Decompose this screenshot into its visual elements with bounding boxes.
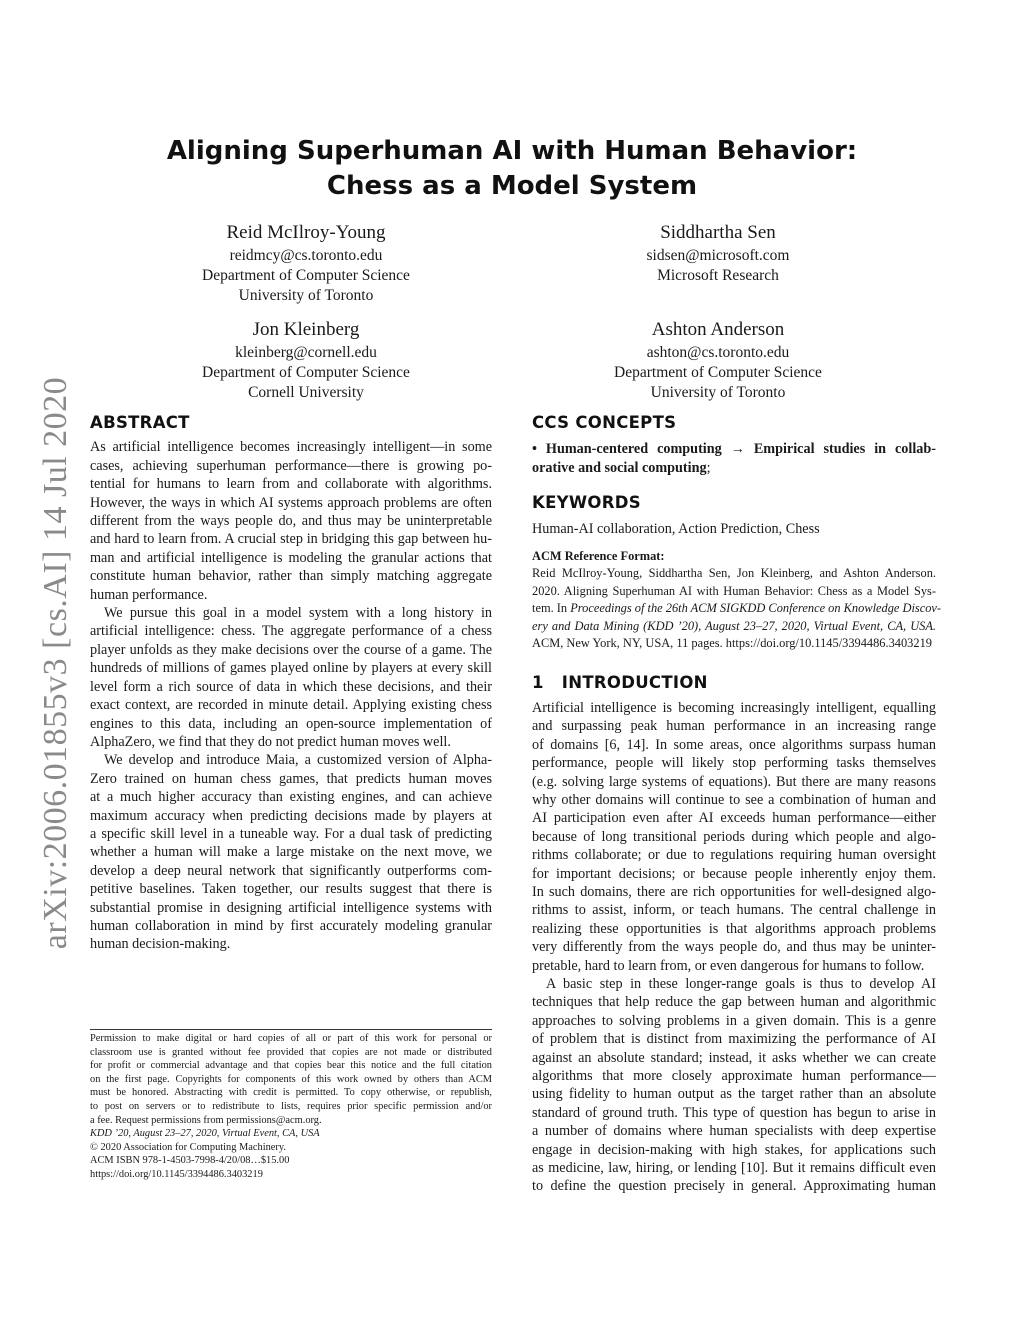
title-line-1: Aligning Superhuman AI with Human Behavior: [166,136,858,166]
permission-footnote [90,1029,492,1182]
text-line: A basic step in these longer-range goals is thus to develop AI [546,975,936,992]
text-line: level form a rich source of data in which these decisions, and their [90,678,492,695]
keywords-text: Human-AI collaboration, Action Prediction, Chess [532,520,820,537]
text-line: pretable, hard to learn from, or even dangerous for humans to follow. [532,957,925,974]
acm-ref-line: Reid McIlroy-Young, Siddhartha Sen, Jon Kleinberg, and Ashton Anderson. [532,566,936,581]
abstract-section [90,414,492,954]
author-dept: Department of Computer Science [202,267,410,284]
text-line: algorithms that more closely approximate human performance— [532,1068,936,1084]
author-email: reidmcy@cs.toronto.edu [229,247,383,264]
text-line: why other domains will continue to see a combination of human and [532,791,936,808]
text-line: using fidelity to human output as the target rather than an absolute [532,1086,936,1103]
ccs-heading: CCS CONCEPTS [532,413,677,432]
text-line: realizing these opportunities is that algorithms approach problems [532,920,936,937]
text-line: Zero trained on human chess games, that predicts human moves [90,770,492,787]
text-line: techniques that help reduce the gap between human and algorithmic [532,994,936,1011]
acm-ref-line: ery and Data Mining (KDD ’20), August 23–27, 2020, Virtual Event, CA, USA. [532,618,936,633]
text-line: because of long transitional periods during which people and algo- [532,828,936,845]
text-line: very differently from the ways people do, and thus may be uninter- [532,939,936,956]
footnote-copyright: © 2020 Association for Computing Machinery. [90,1141,286,1153]
text-line: to define the question precisely in general. Approximating human [532,1178,936,1195]
author-email: kleinberg@cornell.edu [235,344,377,361]
text-line: against an absolute standard; instead, it asks whether we can create [532,1049,936,1066]
text-line: of problem that is distinct from maximizing the performance of AI [532,1031,936,1048]
right-column [532,413,942,1196]
text-line: human collaboration in mind by first accurately modeling granular [90,917,492,934]
text-line: and surpassing peak human performance in an increasing range [532,718,936,735]
text-line: hundreds of millions of games played online by players at every skill [90,660,492,677]
author-block-1 [141,220,471,306]
footnote-line: to post on servers or to redistribute to lists, requires prior specific permission and/or [90,1100,492,1112]
footnote-line: must be honored. Abstracting with credit is permitted. To copy otherwise, or republish, [90,1087,492,1099]
text-line: at a much higher accuracy than existing engines, and can achieve [90,789,492,806]
author-block-2 [553,220,883,286]
text-line: for important decisions; or because people inherently enjoy them. [532,865,936,882]
acm-ref-line: 2020. Aligning Superhuman AI with Human Behavior: Chess as a Model Sys- [532,583,936,598]
text-line: performance, people will likely stop performing tasks themselves [532,755,936,772]
author-dept: Microsoft Research [657,267,779,284]
text-line: approaches to solving problems in a given domain. This is a genre [532,1012,936,1029]
section-title: INTRODUCTION [561,673,708,693]
text-line: a specific skill level in a tuneable way. For a dual task of predicting [90,825,492,842]
text-line: engines to this data, including an open-source implementation of [90,715,492,732]
text-line: of domains [6, 14]. In some areas, once algorithms surpass human [532,736,936,753]
text-line: petitive baselines. Taken together, our results suggest that there is [90,881,492,898]
footnote-doi: https://doi.org/10.1145/3394486.3403219 [90,1168,263,1180]
text-line: standard of ground truth. This type of question has begun to arise in [532,1104,936,1121]
text-line: rithms collaborate; or due to regulations requiring human oversight [532,847,936,864]
text-line: artificial intelligence: chess. The aggregate performance of a chess [90,623,492,640]
abstract-heading: ABSTRACT [90,413,190,432]
abstract-paragraph-2 [90,604,492,751]
intro-paragraph-1 [532,699,936,975]
text-line: substantial promise in designing artificial intelligence systems with [90,899,492,916]
footnote-rule [90,1029,492,1030]
text-line: AlphaZero, we find that they do not predict human moves well. [90,733,451,750]
acm-ref-line [532,600,942,617]
text-line: We develop and introduce Maia, a customized version of Alpha- [104,752,492,769]
text-line: player unfolds as they make decisions over the course of a game. The [90,641,492,658]
author-block-4 [553,317,883,403]
introduction-heading [532,674,936,692]
acm-ref-proceedings: Proceedings of the 26th ACM SIGKDD Conference on Knowledge Discov- [570,601,942,616]
text-line: develop a deep neural network that significantly outperforms com- [90,862,492,879]
author-block-3 [141,317,471,403]
text-line: human decision-making. [90,936,231,953]
footnote-line: on the first page. Copyrights for components of this work owned by others than ACM [90,1073,492,1085]
ccs-terminator: ; [706,459,711,476]
text-line: However, the ways in which AI systems approach problems are often [90,494,492,511]
text-line: engage in decision-making with high stakes, for applications such [532,1141,936,1158]
footnote-line: a fee. Request permissions from permissions@acm.org. [90,1114,322,1126]
acm-ref-line: ACM, New York, NY, USA, 11 pages. https://doi.org/10.1145/3394486.3403219 [532,636,932,651]
author-name: Reid McIlroy-Young [226,222,386,243]
text-line: and hard to learn from. A crucial step in bridging this gap between hu- [90,531,492,548]
author-dept: Department of Computer Science [202,364,410,381]
author-dept: Department of Computer Science [614,364,822,381]
author-email: ashton@cs.toronto.edu [646,344,790,361]
intro-paragraph-2 [532,975,936,1196]
text-line: constitute human behavior, rather than simply matching aggregate [90,568,492,585]
ccs-line: • Human-centered computing → Empirical studies in collab- [532,441,936,458]
footnote-venue: KDD ’20, August 23–27, 2020, Virtual Event, CA, USA [90,1128,320,1140]
footnote-line: classroom use is granted without fee provided that copies are not made or distributed [90,1046,492,1058]
text-line: different from the ways people do, and thus may be uninterpretable [90,513,492,530]
text-line: rithms to assist, inform, or teach humans. The central challenge in [532,902,936,919]
paper-title [0,134,1024,204]
section-number: 1 [532,673,544,693]
author-org: Cornell University [248,384,364,401]
text-line: cases, achieving superhuman performance—there is growing po- [90,457,492,474]
acm-ref-text: tem. In [532,601,571,616]
text-line: We pursue this goal in a model system with a long history in [104,605,492,622]
author-org: University of Toronto [650,384,786,401]
text-line: a number of domains where human specialists with deep expertise [532,1123,936,1140]
text-line: human performance. [90,586,208,603]
author-name: Ashton Anderson [651,319,785,340]
text-line: maximum accuracy when predicting decisions made by players at [90,807,492,824]
footnote-isbn: ACM ISBN 978-1-4503-7998-4/20/08…$15.00 [90,1155,290,1167]
author-email: sidsen@microsoft.com [646,247,790,264]
arxiv-stamp: arXiv:2006.01855v3 [cs.AI] 14 Jul 2020 [37,376,74,950]
abstract-paragraph-3 [90,751,492,953]
author-org: University of Toronto [238,287,374,304]
text-line: AI participation even after AI exceeds human performance—either [532,810,936,827]
text-line: man and artificial intelligence is modeling the granular actions that [90,549,492,566]
text-line: As artificial intelligence becomes increasingly intelligent—in some [90,439,492,456]
text-line: exact context, are recorded in minute detail. Applying existing chess [90,697,492,714]
author-name: Jon Kleinberg [252,319,360,340]
text-line: as medicine, law, hiring, or lending [10]. But it remains difficult even [532,1160,936,1177]
ccs-concepts [532,440,936,477]
text-line: whether a human will make a large mistake on the next move, we [90,844,492,861]
footnote-line: for profit or commercial advantage and that copies bear this notice and the full citation [90,1060,492,1072]
acm-reference [532,548,942,652]
text-line: In such domains, there are rich opportunities for well-designed algo- [532,883,936,900]
text-line: tential for humans to learn from and collaborate with algorithms. [90,476,492,493]
author-name: Siddhartha Sen [660,222,776,243]
text-line: Artificial intelligence is becoming increasingly intelligent, equalling [532,699,936,716]
footnote-line: Permission to make digital or hard copies of all or part of this work for personal or [90,1033,492,1044]
text-line: (e.g. solving large systems of equations). But there are many reasons [532,773,936,790]
title-line-2: Chess as a Model System [326,171,698,201]
ccs-line [532,459,936,477]
keywords-heading: KEYWORDS [532,493,641,513]
acm-ref-heading: ACM Reference Format: [532,549,665,564]
ccs-term: orative and social computing [532,459,707,476]
abstract-paragraph-1 [90,438,492,604]
